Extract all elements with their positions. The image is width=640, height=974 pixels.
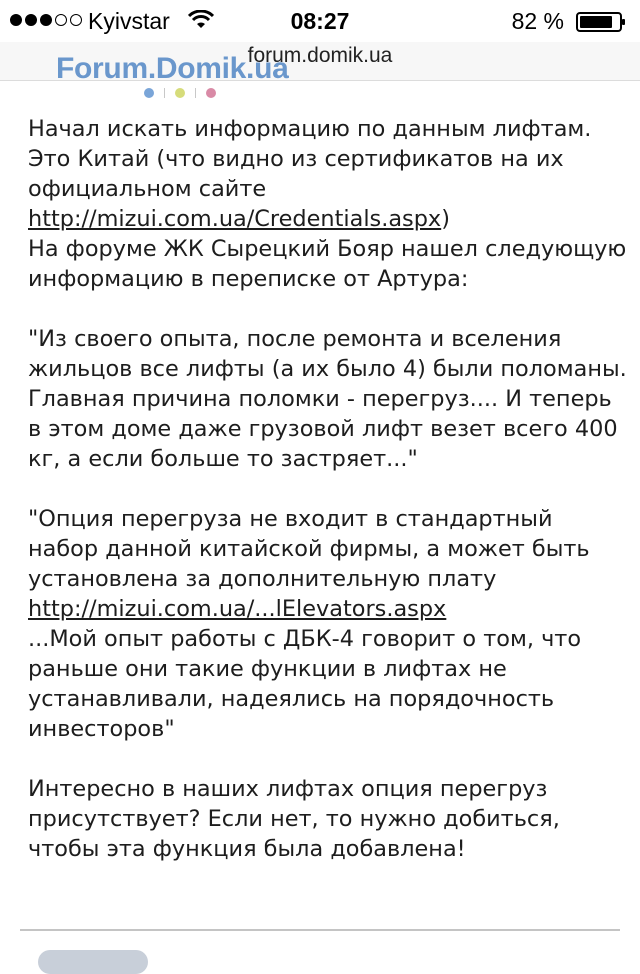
post-text: ...Мой опыт работы с ДБК-4 говорит о том, что раньше они такие функции в лифтах не устанавливали, надеялись на порядочность инвесторов" <box>28 626 582 742</box>
credentials-link[interactable]: http://mizui.com.ua/Credentials.aspx <box>28 206 442 232</box>
logo-dot-pink <box>206 88 216 98</box>
post-divider <box>20 929 620 931</box>
post-paragraph: Интересно в наших лифтах опция перегруз присутствует? Если нет, то нужно добиться, чтобы эта функция была добавлена! <box>28 776 560 862</box>
carrier-name: Kyivstar <box>88 8 170 34</box>
status-bar <box>0 0 640 42</box>
post-paragraph <box>28 114 628 294</box>
post-text: ) <box>441 206 450 232</box>
post-text: Начал искать информацию по данным лифтам. Это Китай (что видно из сертификатов на их официальном сайте <box>28 116 592 202</box>
post-action-button[interactable] <box>38 950 148 974</box>
post-paragraph <box>28 504 628 744</box>
logo-dots <box>144 88 216 98</box>
clock: 08:27 <box>290 8 350 34</box>
elevators-link[interactable]: http://mizui.com.ua/...lElevators.aspx <box>28 596 447 622</box>
post-text: На форуме ЖК Сырецкий Бояр нашел следующую информацию в переписке от Артура: <box>28 236 627 292</box>
logo-dot-yellow <box>175 88 185 98</box>
battery-percentage: 82 % <box>511 8 564 34</box>
forum-post-body <box>28 114 628 894</box>
battery-icon <box>576 12 626 32</box>
logo-dot-blue <box>144 88 154 98</box>
post-text: "Опция перегруза не входит в стандартный набор данной китайской фирмы, а может быть установлена за дополнительную плату <box>28 506 590 592</box>
site-logo[interactable]: Forum.Domik.ua <box>56 52 289 85</box>
post-paragraph: "Из своего опыта, после ремонта и вселения жильцов все лифты (а их было 4) были поломаны. Главная причина поломки - перегруз.... И теперь в этом доме даже грузовой лифт везет всего 400 кг, а если больше то застряет..." <box>28 326 627 472</box>
url-text[interactable]: forum.domik.ua <box>247 44 393 67</box>
